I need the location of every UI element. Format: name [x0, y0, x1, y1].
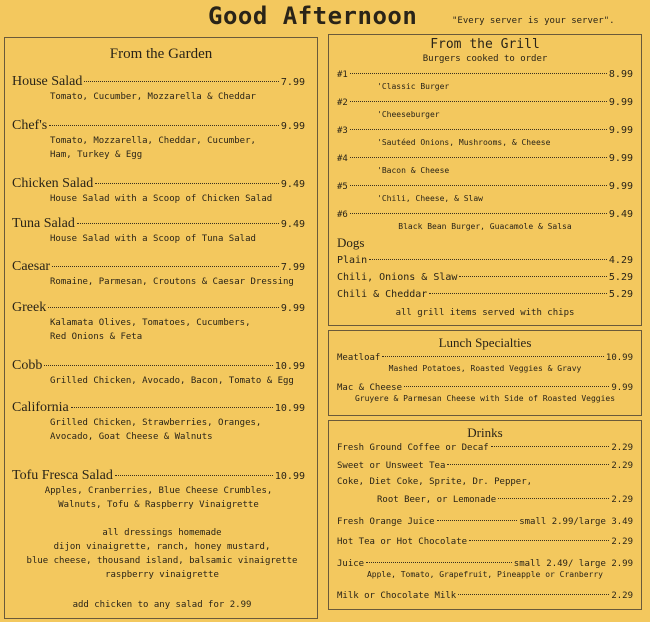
item-name: #4: [337, 154, 348, 164]
item-price: 10.99: [274, 471, 305, 482]
item-name: Meatloaf: [337, 353, 381, 363]
leader-dots: [404, 386, 609, 387]
item-description: 'Chili, Cheese, & Slaw: [377, 194, 483, 203]
dog-item: [337, 289, 633, 300]
item-price: 7.99: [280, 77, 305, 88]
leader-dots: [491, 446, 610, 447]
leader-dots: [350, 213, 607, 214]
item-description: House Salad with a Scoop of Tuna Salad: [50, 234, 256, 244]
item-name: Juice: [337, 559, 365, 569]
item-price: 2.29: [611, 537, 633, 547]
leader-dots: [459, 276, 606, 277]
item-price: 9.99: [280, 303, 305, 314]
item-price: small 2.99/large 3.49: [519, 517, 633, 527]
item-name: California: [12, 400, 69, 415]
garden-section: [4, 37, 318, 619]
lunch-section: [328, 330, 642, 416]
grill-note: all grill items served with chips: [395, 308, 575, 318]
item-price: small 2.49/ large 2.99: [513, 559, 633, 569]
add-chicken-note: add chicken to any salad for 2.99: [72, 600, 252, 610]
garden-item: [12, 216, 305, 246]
dog-item: [337, 272, 633, 283]
item-name: #6: [337, 210, 348, 220]
drinks-title: Drinks: [467, 425, 503, 440]
dogs-heading: Dogs: [337, 235, 365, 250]
page-title: Good Afternoon: [208, 2, 418, 30]
item-price: 9.49: [280, 219, 305, 230]
burger-item: [337, 181, 633, 205]
item-name: Chili & Cheddar: [337, 289, 428, 300]
item-price: 4.29: [608, 255, 633, 266]
item-name: #1: [337, 70, 348, 80]
item-price: 10.99: [605, 353, 633, 363]
garden-item: [12, 176, 305, 206]
item-name: Coke, Diet Coke, Sprite, Dr. Pepper,: [337, 477, 533, 487]
lunch-title: Lunch Specialties: [438, 335, 532, 350]
leader-dots: [382, 356, 604, 357]
item-description: Avocado, Goat Cheese & Walnuts: [50, 432, 213, 442]
item-description: Tomato, Mozzarella, Cheddar, Cucumber,: [50, 136, 256, 146]
item-name: Root Beer, or Lemonade: [377, 495, 497, 505]
item-name: Tofu Fresca Salad: [12, 468, 113, 483]
burger-item: [337, 209, 633, 233]
leader-dots: [429, 293, 607, 294]
lunch-item: [337, 383, 633, 405]
burger-item: [337, 153, 633, 177]
menu-header: [0, 0, 650, 34]
leader-dots: [447, 464, 609, 465]
leader-dots: [115, 475, 273, 476]
leader-dots: [44, 365, 273, 366]
item-price: 5.29: [608, 272, 633, 283]
drink-item: [337, 461, 633, 471]
item-name: Chicken Salad: [12, 176, 94, 191]
dressings-line: dijon vinaigrette, ranch, honey mustard,: [53, 542, 271, 552]
garden-item: [12, 400, 305, 444]
item-name: #5: [337, 182, 348, 192]
item-name: Fresh Ground Coffee or Decaf: [337, 443, 489, 453]
leader-dots: [369, 259, 607, 260]
item-price: 9.49: [280, 179, 305, 190]
grill-title: From the Grill: [430, 37, 540, 52]
drink-item: [337, 477, 633, 487]
leader-dots: [48, 307, 279, 308]
item-name: #3: [337, 126, 348, 136]
tagline: "Every server is your server".: [452, 16, 615, 26]
item-price: 10.99: [274, 403, 305, 414]
garden-item: [12, 468, 305, 512]
item-description: House Salad with a Scoop of Chicken Salad: [50, 194, 273, 204]
leader-dots: [350, 73, 607, 74]
leader-dots: [437, 520, 518, 521]
dog-item: [337, 255, 633, 266]
garden-item: [12, 118, 305, 162]
item-name: Chili, Onions & Slaw: [337, 272, 458, 283]
item-description: Ham, Turkey & Egg: [50, 150, 143, 160]
leader-dots: [71, 407, 273, 408]
item-description: Black Bean Burger, Guacamole & Salsa: [398, 222, 572, 231]
item-name: Greek: [12, 300, 47, 315]
item-price: 9.99: [608, 97, 633, 108]
leader-dots: [350, 185, 607, 186]
leader-dots: [77, 223, 279, 224]
dressings-note: [9, 526, 315, 582]
leader-dots: [49, 125, 279, 126]
item-name: House Salad: [12, 74, 83, 89]
burger-item: [337, 125, 633, 149]
item-name: Fresh Orange Juice: [337, 517, 435, 527]
garden-item: [12, 358, 305, 388]
drink-item: [337, 517, 633, 527]
item-description: Red Onions & Feta: [50, 332, 143, 342]
item-description: Grilled Chicken, Strawberries, Oranges,: [50, 418, 262, 428]
juice-description: Apple, Tomato, Grapefruit, Pineapple or Cranberry: [366, 570, 603, 579]
dressings-line: all dressings homemade: [102, 528, 222, 538]
item-description: Tomato, Cucumber, Mozzarella & Cheddar: [50, 92, 256, 102]
item-description: Walnuts, Tofu & Raspberry Vinaigrette: [58, 500, 259, 510]
item-description: Romaine, Parmesan, Croutons & Caesar Dressing: [50, 277, 294, 287]
item-description: Grilled Chicken, Avocado, Bacon, Tomato & Egg: [50, 376, 294, 386]
leader-dots: [498, 498, 609, 499]
item-price: 8.99: [608, 69, 633, 80]
garden-title: From the Garden: [109, 46, 213, 62]
dressings-line: raspberry vinaigrette: [105, 570, 219, 580]
leader-dots: [52, 266, 279, 267]
item-description: Mashed Potatoes, Roasted Veggies & Gravy: [388, 364, 582, 373]
leader-dots: [469, 540, 609, 541]
item-name: Cobb: [12, 358, 43, 373]
item-name: Chef's: [12, 118, 48, 133]
item-price: 9.99: [608, 181, 633, 192]
item-price: 2.29: [611, 461, 633, 471]
item-price: 5.29: [608, 289, 633, 300]
drink-item: [337, 559, 633, 581]
item-description: 'Cheeseburger: [377, 110, 440, 119]
garden-item: [12, 300, 305, 344]
item-price: 2.29: [611, 495, 633, 505]
item-price: 2.29: [611, 591, 633, 601]
item-name: Caesar: [12, 259, 51, 274]
garden-item: [12, 259, 305, 289]
leader-dots: [95, 183, 279, 184]
drinks-section: [328, 420, 642, 610]
drink-item: [337, 537, 633, 547]
item-price: 2.29: [611, 443, 633, 453]
drink-item: [377, 495, 633, 505]
leader-dots: [366, 562, 512, 563]
drink-item: [337, 591, 633, 601]
item-price: 9.99: [608, 153, 633, 164]
grill-subtitle: Burgers cooked to order: [422, 54, 548, 64]
leader-dots: [350, 129, 607, 130]
item-description: Apples, Cranberries, Blue Cheese Crumbles,: [44, 486, 273, 496]
garden-item: [12, 74, 305, 104]
item-description: 'Classic Burger: [377, 82, 450, 91]
item-price: 9.99: [280, 121, 305, 132]
leader-dots: [350, 101, 607, 102]
item-description: 'Bacon & Cheese: [377, 166, 450, 175]
item-name: Sweet or Unsweet Tea: [337, 461, 446, 471]
item-name: Tuna Salad: [12, 216, 75, 231]
item-name: Plain: [337, 255, 368, 266]
grill-section: [328, 34, 642, 326]
burger-item: [337, 69, 633, 93]
lunch-item: [337, 353, 633, 375]
item-description: Gruyere & Parmesan Cheese with Side of Roasted Veggies: [354, 394, 616, 403]
burger-item: [337, 97, 633, 121]
item-price: 9.49: [608, 209, 633, 220]
item-description: 'Sautéed Onions, Mushrooms, & Cheese: [377, 138, 551, 147]
leader-dots: [458, 594, 609, 595]
item-price: 9.99: [608, 125, 633, 136]
item-price: 7.99: [280, 262, 305, 273]
dressings-line: blue cheese, thousand island, balsamic vinaigrette: [26, 556, 298, 566]
item-name: Mac & Cheese: [337, 383, 403, 393]
item-price: 9.99: [611, 383, 633, 393]
drink-item: [337, 443, 633, 453]
leader-dots: [350, 157, 607, 158]
item-price: 10.99: [274, 361, 305, 372]
item-name: Milk or Chocolate Milk: [337, 591, 457, 601]
leader-dots: [84, 81, 279, 82]
item-name: #2: [337, 98, 348, 108]
item-name: Hot Tea or Hot Chocolate: [337, 537, 468, 547]
item-description: Kalamata Olives, Tomatoes, Cucumbers,: [50, 318, 251, 328]
